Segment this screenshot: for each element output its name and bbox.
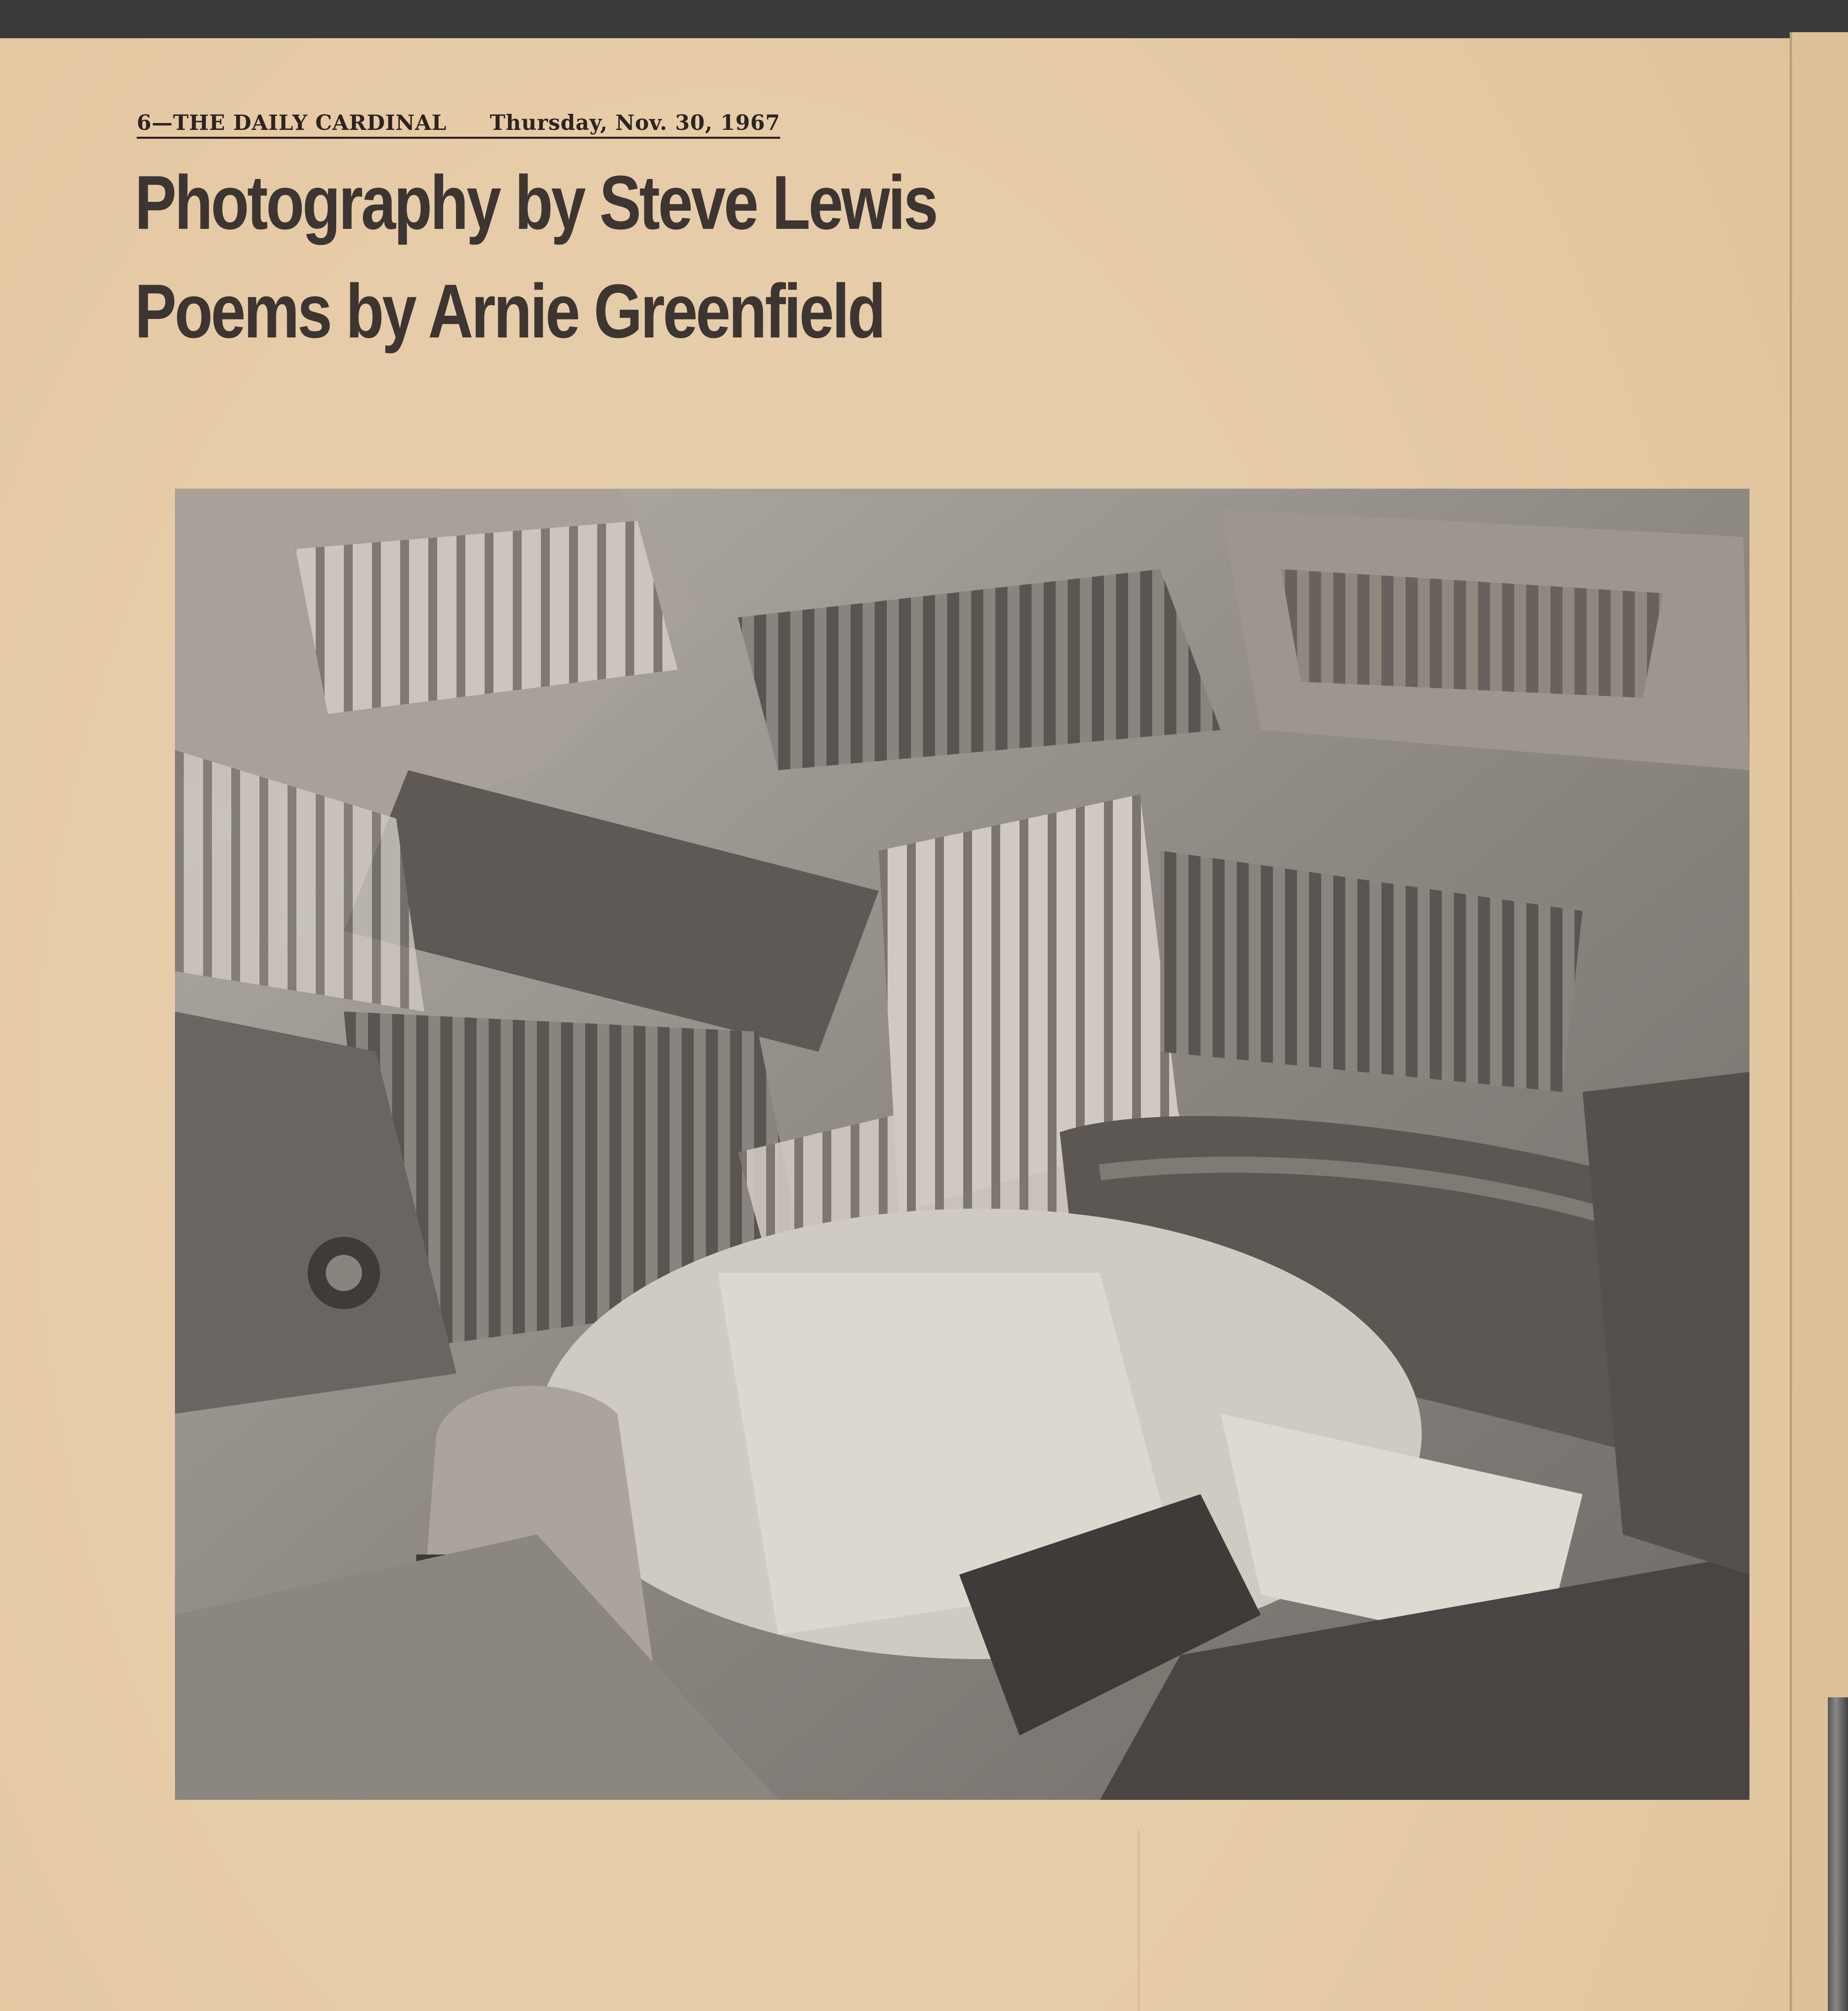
page-fold-mark (1138, 1830, 1139, 2011)
scrap-metal-photograph (175, 489, 1749, 1800)
headline-photography-credit: Photography by Steve Lewis (135, 160, 937, 245)
issue-date: Thursday, Nov. 30, 1967 (489, 111, 780, 135)
folio-rule (137, 137, 780, 139)
page-folio (137, 111, 780, 135)
adjacent-page-photo (1828, 1697, 1848, 2011)
headline-poems-credit: Poems by Arnie Greenfield (135, 269, 884, 354)
scrap-metal-image (175, 489, 1749, 1800)
folio-label: 6—THE DAILY CARDINAL (137, 111, 447, 135)
